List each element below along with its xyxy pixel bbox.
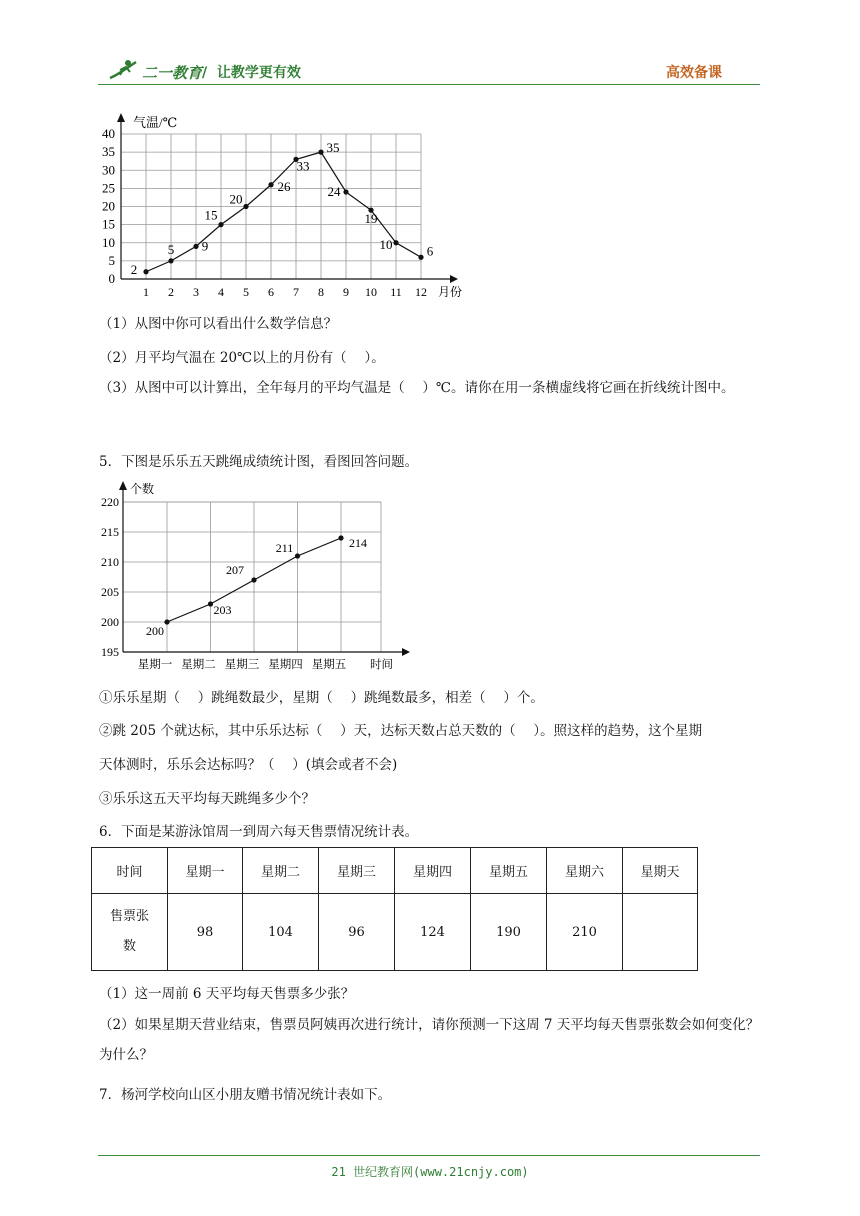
- x-axis-arrow-icon: [450, 275, 458, 283]
- data-label: 19: [364, 211, 378, 227]
- table-value-cell: 124: [395, 894, 471, 971]
- q6-part1: （1）这一周前 6 天平均每天售票多少张？: [99, 986, 355, 1002]
- table-day-cell: 星期四: [395, 848, 471, 894]
- y-tick-label: 30: [102, 162, 115, 178]
- q5-part2-line1: ②跳 205 个就达标，其中乐乐达标（ ）天，达标天数占总天数的（ ）。照这样的趋势，这个星期: [99, 723, 703, 739]
- x-tick-label: 9: [343, 285, 349, 299]
- x-tick-label: 11: [390, 285, 402, 299]
- data-label: 15: [204, 207, 218, 223]
- data-point: [393, 240, 398, 245]
- q6-title: 6．下面是某游泳馆周一到周六每天售票情况统计表。: [99, 824, 419, 840]
- x-tick-label: 星期五: [311, 659, 347, 671]
- q5-part3: ③乐乐这五天平均每天跳绳多少个？: [99, 791, 315, 807]
- x-tick-label: 星期二: [181, 659, 216, 671]
- x-axis-label: 月份: [438, 285, 463, 299]
- y-tick-label: 40: [102, 126, 115, 141]
- x-tick-label: 星期一: [137, 659, 173, 671]
- data-label: 9: [201, 238, 209, 254]
- x-tick-label: 2: [168, 285, 174, 299]
- data-label: 207: [226, 563, 244, 577]
- data-label: 20: [229, 191, 243, 207]
- y-tick-label: 10: [102, 234, 115, 250]
- q5-part1: ①乐乐星期（ ）跳绳数最少，星期（ ）跳绳数最多，相差（ ）个。: [99, 690, 544, 706]
- data-label: 5: [167, 241, 175, 257]
- y-tick-label: 200: [101, 615, 119, 629]
- data-label: 200: [146, 624, 164, 638]
- table-value-cell: [623, 894, 698, 971]
- y-tick-label: 0: [108, 271, 115, 286]
- table-row-label: 售票张 数: [92, 894, 168, 971]
- data-label: 33: [296, 158, 310, 174]
- y-tick-label: 20: [102, 198, 115, 214]
- x-tick-label: 6: [268, 285, 274, 299]
- header-divider: [98, 84, 760, 85]
- data-label: 26: [277, 178, 291, 194]
- y-tick-label: 210: [101, 555, 119, 569]
- q5-part2-line2: 天体测时，乐乐会达标吗？（ ）(填会或者不会): [99, 757, 398, 773]
- page-footer: 21 世纪教育网(www.21cnjy.com): [331, 1165, 529, 1179]
- data-label: 203: [213, 603, 232, 617]
- q6-part2: （2）如果星期天营业结束，售票员阿姨再次进行统计，请你预测一下这周 7 天平均每天售票张数会如何变化？为什么？: [99, 1017, 760, 1063]
- data-point: [268, 182, 273, 187]
- q4-part3: （3）从图中可以计算出，全年每月的平均气温是（ ）℃。请你在用一条横虚线将它画在折线统计图中。: [99, 380, 735, 396]
- page-header: [98, 52, 760, 84]
- q7-title: 7．杨河学校向山区小朋友赠书情况统计表如下。: [99, 1087, 392, 1103]
- x-tick-label: 1: [143, 285, 149, 299]
- table-day-cell: 星期五: [471, 848, 547, 894]
- data-label: 2: [130, 261, 138, 277]
- x-axis-arrow-icon: [402, 648, 410, 656]
- table-day-cell: 星期三: [319, 848, 395, 894]
- x-tick-label: 4: [218, 285, 224, 299]
- data-point: [251, 577, 256, 582]
- y-axis-label: 气温/℃: [133, 115, 178, 130]
- y-tick-label: 205: [101, 585, 119, 599]
- runner-logo-icon: [106, 58, 140, 82]
- table-day-cell: 星期天: [623, 848, 698, 894]
- data-point: [338, 535, 343, 540]
- table-header-cell: 时间: [92, 848, 168, 894]
- data-point: [164, 619, 169, 624]
- data-point: [418, 255, 423, 260]
- data-point: [218, 222, 223, 227]
- table-value-cell: 104: [243, 894, 319, 971]
- y-tick-label: 215: [101, 525, 119, 539]
- table-day-cell: 星期六: [547, 848, 623, 894]
- data-label: 211: [275, 541, 294, 555]
- y-axis-arrow-icon: [119, 481, 127, 490]
- data-point: [168, 258, 173, 263]
- q4-part2: （2）月平均气温在 20℃以上的月份有（ ）。: [99, 350, 385, 366]
- header-right-label: 高效备课: [666, 65, 722, 81]
- data-label: 10: [379, 236, 393, 252]
- header-slogan: / 让教学更有效: [202, 65, 301, 81]
- table-day-cell: 星期二: [243, 848, 319, 894]
- data-label: 24: [327, 184, 341, 199]
- table-value-cell: 96: [319, 894, 395, 971]
- data-point: [143, 269, 148, 274]
- data-point: [295, 553, 300, 558]
- ticket-sales-table: [91, 847, 698, 971]
- y-tick-label: 25: [102, 180, 115, 196]
- x-axis-label: 时间: [370, 659, 393, 671]
- y-tick-label: 5: [108, 252, 115, 268]
- y-tick-label: 15: [102, 216, 115, 232]
- data-point: [243, 204, 248, 209]
- data-point: [343, 189, 348, 194]
- data-point: [193, 244, 198, 249]
- x-tick-label: 星期四: [268, 659, 303, 671]
- q4-part1: （1）从图中你可以看出什么数学信息？: [99, 316, 338, 332]
- temperature-line-chart: [98, 108, 478, 300]
- x-tick-label: 7: [293, 285, 299, 299]
- data-point: [208, 601, 213, 606]
- x-tick-label: 12: [415, 285, 427, 299]
- q5-title: 5．下图是乐乐五天跳绳成绩统计图，看图回答问题。: [99, 454, 419, 470]
- x-tick-label: 星期三: [224, 659, 260, 671]
- table-value-cell: 210: [547, 894, 623, 971]
- table-header-row: [92, 848, 698, 894]
- table-day-cell: 星期一: [168, 848, 243, 894]
- y-tick-label: 195: [101, 645, 119, 659]
- data-label: 214: [349, 536, 367, 550]
- y-axis-arrow-icon: [117, 113, 125, 122]
- data-point: [318, 150, 323, 155]
- brand-name: 二一教育: [142, 64, 203, 82]
- x-tick-label: 10: [365, 285, 377, 299]
- y-axis-label: 个数: [130, 482, 155, 496]
- data-label: 35: [326, 140, 340, 156]
- x-tick-label: 5: [243, 285, 249, 299]
- y-tick-label: 35: [102, 144, 115, 160]
- x-tick-label: 8: [318, 285, 324, 299]
- rope-skipping-line-chart: [98, 478, 418, 674]
- y-tick-label: 220: [101, 495, 119, 509]
- data-label: 6: [426, 243, 434, 259]
- table-value-cell: 98: [168, 894, 243, 971]
- table-value-cell: 190: [471, 894, 547, 971]
- table-row: [92, 894, 698, 971]
- footer-divider: [98, 1155, 760, 1156]
- x-tick-label: 3: [193, 285, 199, 299]
